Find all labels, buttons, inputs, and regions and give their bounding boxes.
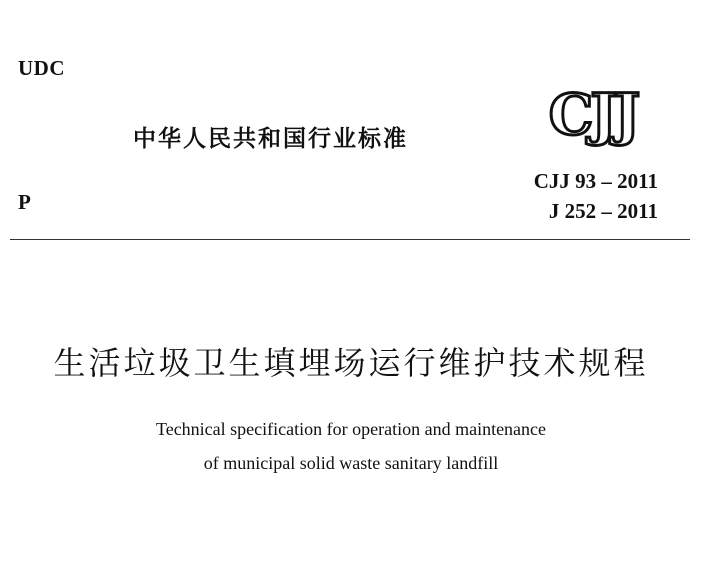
english-title-line-2: of municipal solid waste sanitary landfill [203, 453, 499, 473]
udc-label: UDC [18, 56, 65, 80]
header-divider [10, 239, 690, 240]
standard-code-j: J 252 – 2011 [548, 199, 658, 223]
category-label: P [18, 190, 31, 214]
cjj-logo: CJJ [548, 82, 638, 148]
english-title [0, 412, 702, 480]
standard-code-cjj: CJJ 93 – 2011 [533, 169, 658, 193]
chinese-title: 生活垃圾卫生填埋场运行维护技术规程 [53, 344, 649, 382]
standard-codes [534, 166, 658, 226]
standard-type-title: 中华人民共和国行业标准 [133, 126, 408, 152]
english-title-line-1: Technical specification for operation and maintenance [155, 419, 547, 439]
